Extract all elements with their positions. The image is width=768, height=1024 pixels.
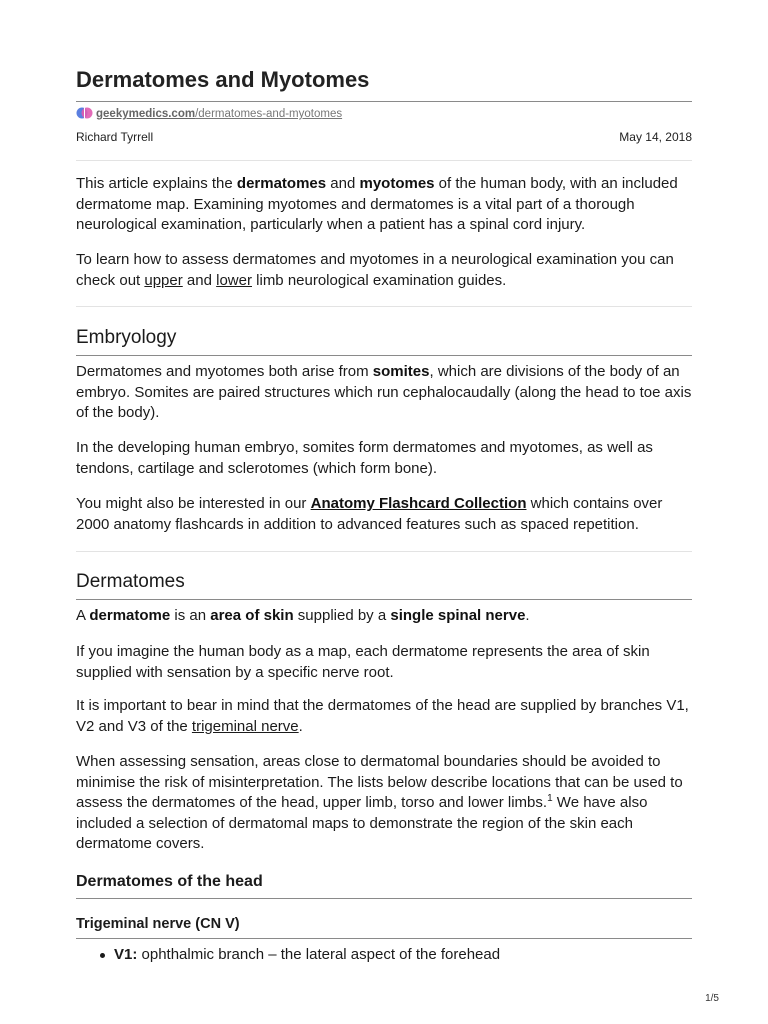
list-item	[114, 945, 692, 965]
text-span: , which are divisions of the body of an embryo. Somites are paired structures which run cephalocaudally (along the head to toe axis of the body).	[76, 363, 692, 421]
embryology-paragraph-1	[76, 362, 692, 424]
text-span: which contains over 2000 anatomy flashcards in addition to advanced features such as spaced repetition.	[76, 495, 663, 533]
text-span: limb neurological examination guides.	[251, 271, 507, 289]
source-domain[interactable]: geekymedics.com	[96, 108, 196, 120]
head-dermatomes-heading: Dermatomes of the head	[76, 873, 263, 890]
dermatomes-paragraph-3	[76, 696, 692, 737]
section-divider	[76, 551, 692, 552]
heading-underline	[76, 898, 692, 899]
bold-term: single spinal nerve	[390, 607, 526, 624]
article-date: May 14, 2018	[619, 130, 692, 144]
title-divider	[76, 101, 692, 102]
bold-term: area of skin	[210, 607, 294, 624]
text-span: When assessing sensation, areas close to dermatomal boundaries should be avoided to minimise the risk of misinterpretation. The lists below describe locations that can be used to assess the dermatomes of the head, upper limb, torso and lower limbs.	[76, 753, 683, 811]
bold-term: dermatomes	[236, 175, 327, 192]
text-span: It is important to bear in mind that the dermatomes of the head are supplied by branches V1, V2 and V3 of the	[76, 697, 689, 735]
trigeminal-branch-list	[76, 945, 692, 965]
text-span: and	[182, 271, 217, 289]
text-span: A	[76, 607, 90, 624]
trigeminal-heading: Trigeminal nerve (CN V)	[76, 916, 240, 932]
text-span: .	[525, 607, 530, 624]
bullet-text: ophthalmic branch – the lateral aspect of the forehead	[137, 946, 501, 963]
embryology-paragraph-2: In the developing human embryo, somites form dermatomes and myotomes, as well as tendons, cartilage and sclerotomes (which form bone).	[76, 439, 653, 477]
bold-term: myotomes	[359, 175, 435, 192]
bullet-label: V1:	[114, 946, 138, 963]
text-span: supplied by a	[293, 607, 391, 624]
text-span: We have also included a selection of dermatomal maps to demonstrate the region of the skin each dermatome covers.	[76, 794, 648, 852]
text-span: To learn how to assess dermatomes and myotomes in a neurological examination you can check out	[76, 251, 674, 289]
embryology-heading: Embryology	[76, 327, 177, 348]
text-span: is an	[170, 607, 211, 624]
meta-divider	[76, 160, 692, 161]
bold-term: dermatome	[89, 607, 171, 624]
section-divider	[76, 306, 692, 307]
brain-logo-icon	[76, 106, 93, 125]
dermatomes-paragraph-2: If you imagine the human body as a map, each dermatome represents the area of skin supplied with sensation by a specific nerve root.	[76, 643, 650, 681]
article-author: Richard Tyrrell	[76, 130, 154, 144]
intro-paragraph-2	[76, 250, 692, 291]
embryology-paragraph-3	[76, 494, 692, 535]
article-title: Dermatomes and Myotomes	[76, 67, 370, 92]
text-span: of the human body, with an included dermatome map. Examining myotomes and dermatomes is a vital part of a thorough neurological examination, particularly when a patient has a spinal cord injury.	[76, 175, 678, 233]
page-number: 1/5	[705, 993, 719, 1004]
heading-underline	[76, 599, 692, 600]
dermatomes-heading: Dermatomes	[76, 571, 185, 592]
heading-underline	[76, 938, 692, 939]
heading-underline	[76, 355, 692, 356]
dermatomes-paragraph-1	[76, 606, 692, 627]
text-span: and	[326, 175, 360, 192]
flashcard-collection-link[interactable]: Anatomy Flashcard Collection	[310, 495, 527, 512]
trigeminal-nerve-link[interactable]: trigeminal nerve	[191, 717, 299, 735]
bold-term: somites	[372, 363, 430, 380]
source-path[interactable]: /dermatomes-and-myotomes	[195, 108, 343, 120]
footnote-ref[interactable]: 1	[547, 793, 553, 804]
upper-limb-link[interactable]: upper	[144, 271, 183, 289]
text-span: .	[298, 717, 303, 735]
source-link[interactable]	[76, 106, 342, 125]
intro-paragraph-1	[76, 174, 692, 236]
text-span: This article explains the	[76, 175, 237, 192]
lower-limb-link[interactable]: lower	[216, 271, 252, 289]
dermatomes-paragraph-4	[76, 752, 692, 855]
text-span: You might also be interested in our	[76, 495, 311, 512]
text-span: Dermatomes and myotomes both arise from	[76, 363, 373, 380]
